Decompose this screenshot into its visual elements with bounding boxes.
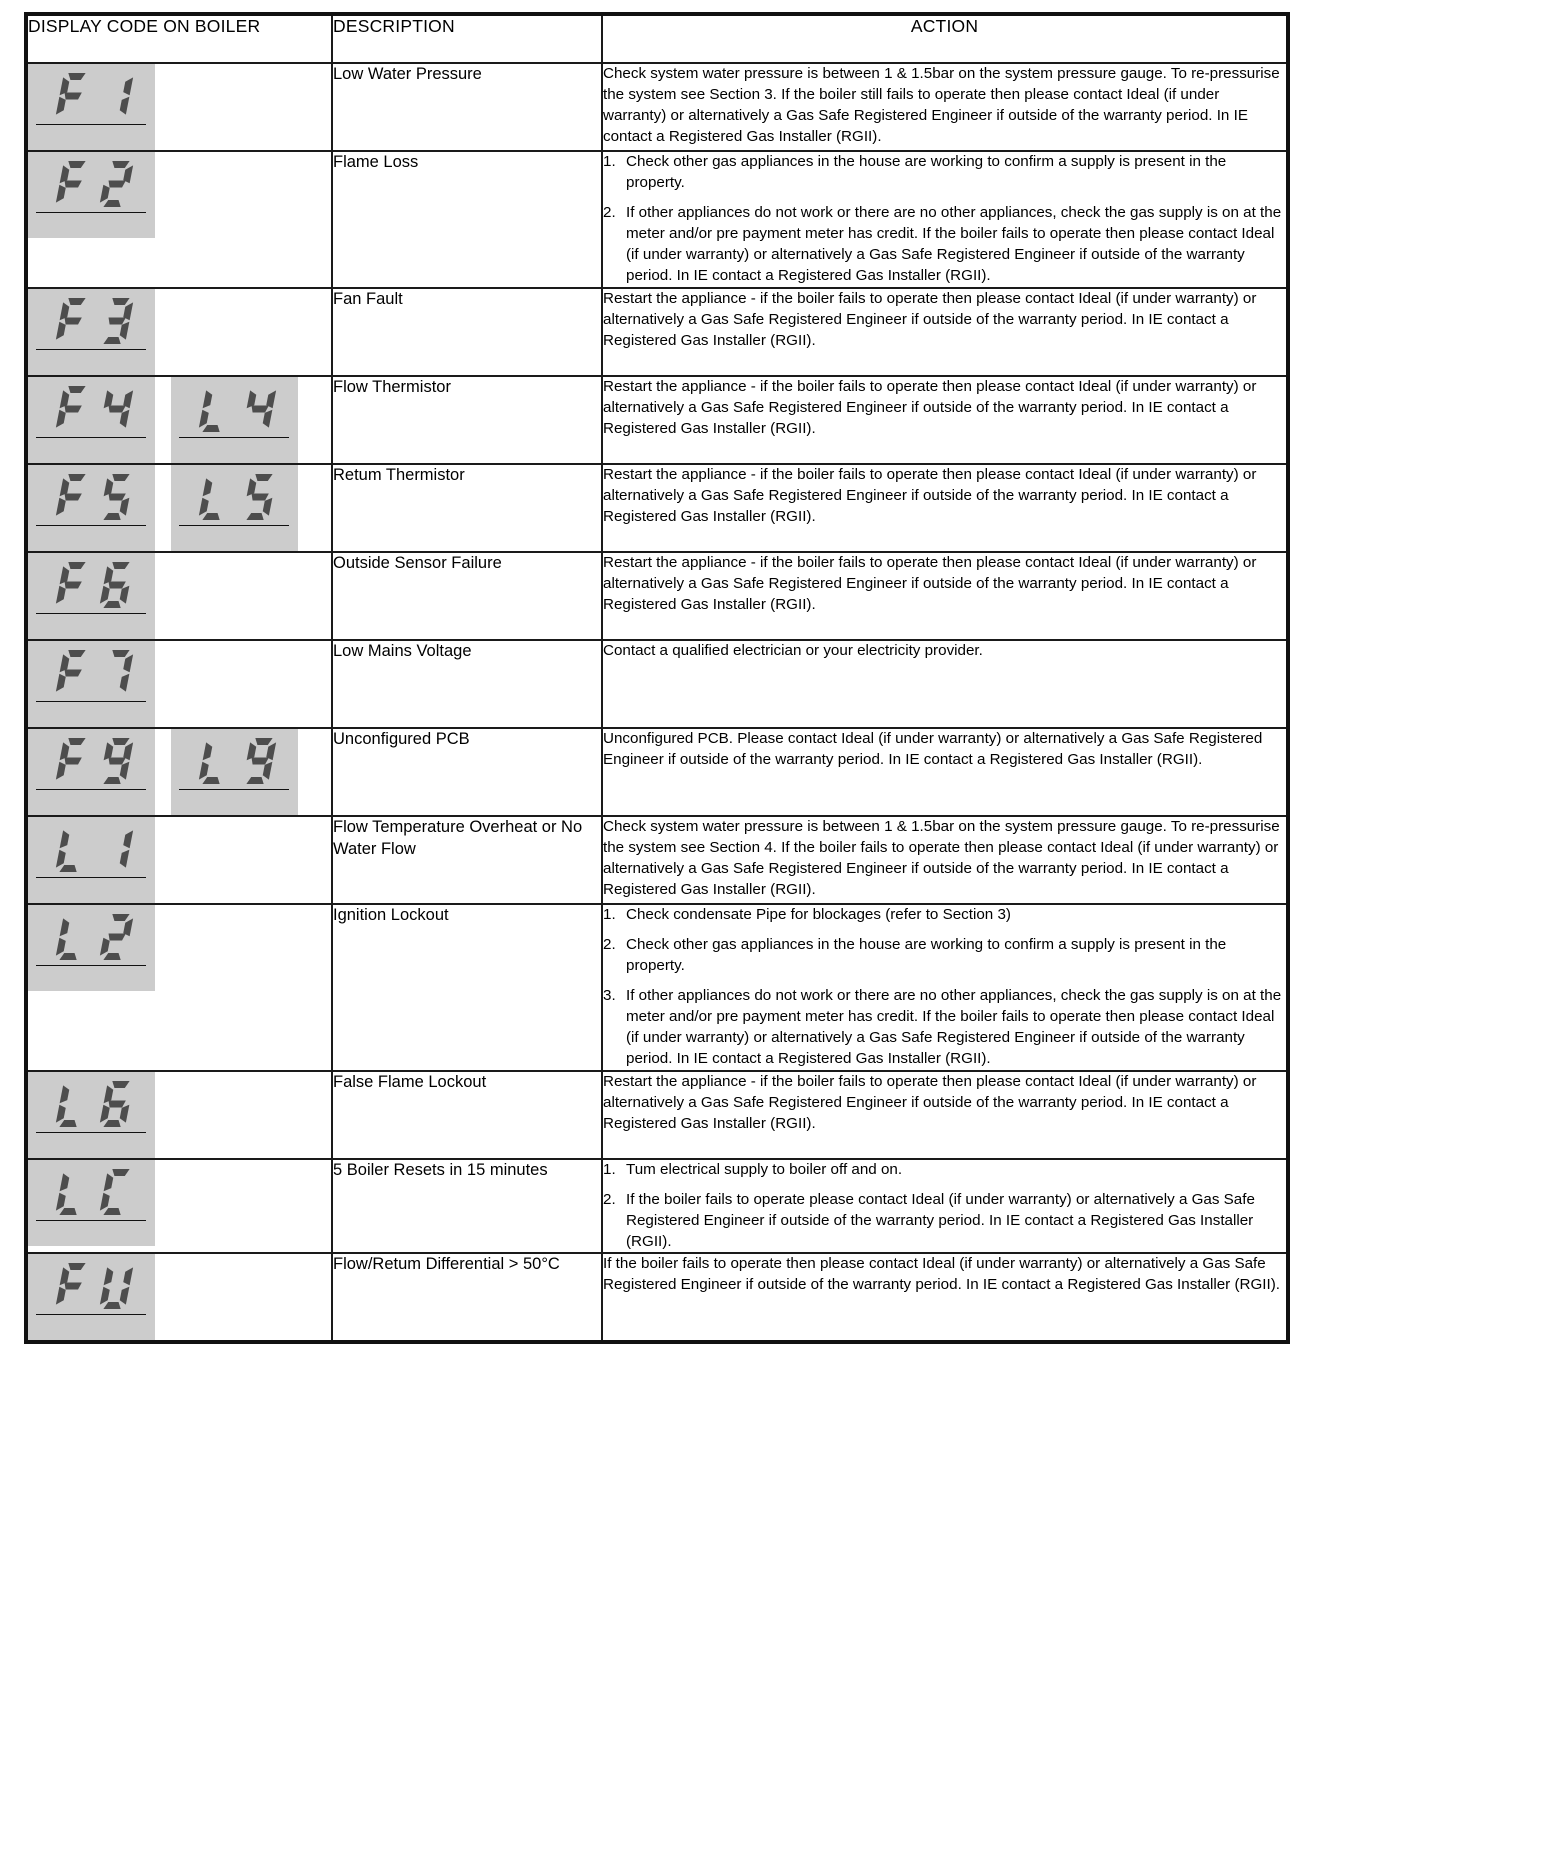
table-row xyxy=(26,376,1288,464)
display-code-cell xyxy=(26,816,332,904)
description-text: 5 Boiler Resets in 15 minutes xyxy=(333,1160,548,1179)
action-text: Restart the appliance - if the boiler fails to operate then please contact Ideal (if under warranty) or alternatively a Gas Safe Registered Engineer if outside of the warranty period. In IE contact a Registered Gas Installer (RGII). xyxy=(603,289,1257,349)
display-code-cell xyxy=(26,63,332,151)
description-cell xyxy=(332,1071,602,1159)
lcd-display-l4-icon xyxy=(171,377,298,463)
table-row xyxy=(26,552,1288,640)
display-code-cell xyxy=(26,151,332,288)
description-text: Flow Temperature Overheat or No Water Flow xyxy=(333,817,583,858)
lcd-display-lc-icon xyxy=(28,1160,155,1246)
column-header-display-code: DISPLAY CODE ON BOILER xyxy=(26,14,332,63)
lcd-display-f7-icon xyxy=(28,641,155,727)
display-code-group xyxy=(28,905,331,991)
lcd-underline xyxy=(36,613,146,614)
table-row xyxy=(26,816,1288,904)
lcd-display-l2-icon xyxy=(28,905,155,991)
action-cell xyxy=(602,552,1288,640)
action-cell xyxy=(602,904,1288,1071)
action-step-number: 2. xyxy=(603,203,616,221)
lcd-display-f9-icon xyxy=(28,729,155,815)
description-text: Ignition Lockout xyxy=(333,905,449,924)
display-code-group xyxy=(28,553,331,639)
description-cell xyxy=(332,552,602,640)
description-cell xyxy=(332,376,602,464)
table-row xyxy=(26,288,1288,376)
description-cell xyxy=(332,1159,602,1254)
action-cell xyxy=(602,1071,1288,1159)
lcd-display-f1-icon xyxy=(28,64,155,150)
action-step-number: 2. xyxy=(603,935,616,953)
lcd-display-f3-icon xyxy=(28,289,155,375)
display-code-cell xyxy=(26,1159,332,1254)
lcd-underline xyxy=(36,437,146,438)
action-step-list xyxy=(603,1160,1286,1253)
action-step xyxy=(603,986,1286,1070)
table-row xyxy=(26,728,1288,816)
lcd-display-l5-icon xyxy=(171,465,298,551)
description-text: Low Water Pressure xyxy=(333,65,482,83)
description-cell xyxy=(332,640,602,728)
action-text: Check system water pressure is between 1 & 1.5bar on the system pressure gauge. To re-pressurise the system see Section 3. If the boiler still fails to operate then please contact Ideal (if under warranty) or alternatively a Gas Safe Registered Engineer if outside of the warranty period. In IE contact a Registered Gas Installer (RGII). xyxy=(603,65,1280,145)
lcd-underline xyxy=(179,437,289,438)
table-body xyxy=(26,63,1288,1342)
display-code-group xyxy=(28,1072,331,1158)
display-code-group xyxy=(28,64,331,150)
action-step-text: Check condensate Pipe for blockages (refer to Section 3) xyxy=(626,905,1011,923)
lcd-underline xyxy=(179,789,289,790)
table-row xyxy=(26,1071,1288,1159)
action-step-text: Tum electrical supply to boiler off and on. xyxy=(626,1160,903,1178)
action-text: Restart the appliance - if the boiler fails to operate then please contact Ideal (if under warranty) or alternatively a Gas Safe Registered Engineer if outside of the warranty period. In IE contact a Registered Gas Installer (RGII). xyxy=(603,553,1257,613)
lcd-underline xyxy=(36,789,146,790)
action-step-list xyxy=(603,152,1286,287)
lcd-display-f2-icon xyxy=(28,152,155,238)
description-cell xyxy=(332,288,602,376)
header-row xyxy=(26,14,1288,63)
lcd-underline xyxy=(36,124,146,125)
table-row xyxy=(26,1253,1288,1342)
action-step xyxy=(603,905,1286,926)
action-step-number: 1. xyxy=(603,153,616,170)
action-step-number: 3. xyxy=(603,986,616,1004)
description-text: Fan Fault xyxy=(333,289,403,308)
lcd-display-l6-icon xyxy=(28,1072,155,1158)
action-text: Unconfigured PCB. Please contact Ideal (if under warranty) or alternatively a Gas Safe Registered Engineer if outside of the warranty period. In IE contact a Registered Gas Installer (RGII). xyxy=(603,729,1263,768)
action-text: Check system water pressure is between 1 & 1.5bar on the system pressure gauge. To re-pressurise the system see Section 4. If the boiler fails to operate then please contact Ideal (if under warranty) or alternatively a Gas Safe Registered Engineer if outside of the warranty period. In IE contact a Registered Gas Installer (RGII). xyxy=(603,817,1280,898)
display-code-group xyxy=(28,729,331,815)
action-cell xyxy=(602,151,1288,288)
action-step-number: 2. xyxy=(603,1190,616,1208)
display-code-cell xyxy=(26,552,332,640)
action-step-text: If the boiler fails to operate please contact Ideal (if under warranty) or alternatively a Gas Safe Registered Engineer if outside of the warranty period. In IE contact a Registered Gas Installer (RGII). xyxy=(626,1190,1255,1250)
table-row xyxy=(26,464,1288,552)
description-cell xyxy=(332,904,602,1071)
action-cell xyxy=(602,464,1288,552)
action-step-list xyxy=(603,905,1286,1070)
description-text: False Flame Lockout xyxy=(333,1072,487,1091)
display-code-group xyxy=(28,1160,331,1246)
lcd-underline xyxy=(36,1314,146,1315)
lcd-underline xyxy=(36,1220,146,1221)
action-cell xyxy=(602,640,1288,728)
action-text: Restart the appliance - if the boiler fails to operate then please contact Ideal (if under warranty) or alternatively a Gas Safe Registered Engineer if outside of the warranty period. In IE contact a Registered Gas Installer (RGII). xyxy=(603,1072,1257,1132)
description-text: Outside Sensor Failure xyxy=(333,553,502,572)
display-code-group xyxy=(28,1254,331,1340)
action-step-text: Check other gas appliances in the house are working to confirm a supply is present in the property. xyxy=(626,153,1227,191)
display-code-group xyxy=(28,641,331,727)
action-step-text: If other appliances do not work or there are no other appliances, check the gas supply is on at the meter and/or pre payment meter has credit. If the boiler fails to operate then please contact Ideal (if under warranty) or alternatively a Gas Safe Registered Engineer if outside of the warranty period. In IE contact a Registered Gas Installer (RGII). xyxy=(626,986,1282,1067)
action-cell xyxy=(602,1253,1288,1342)
lcd-underline xyxy=(179,525,289,526)
description-text: Flow/Retum Differential > 50°C xyxy=(333,1255,560,1274)
action-cell xyxy=(602,288,1288,376)
action-step xyxy=(603,1190,1286,1253)
action-step xyxy=(603,152,1286,194)
lcd-display-f5-icon xyxy=(28,465,155,551)
lcd-display-fu-icon xyxy=(28,1254,155,1340)
action-cell xyxy=(602,63,1288,151)
display-code-cell xyxy=(26,640,332,728)
table-row xyxy=(26,904,1288,1071)
action-step-number: 1. xyxy=(603,905,616,923)
display-code-cell xyxy=(26,376,332,464)
description-cell xyxy=(332,464,602,552)
lcd-underline xyxy=(36,1132,146,1133)
display-code-cell xyxy=(26,904,332,1071)
lcd-display-f4-icon xyxy=(28,377,155,463)
lcd-underline xyxy=(36,701,146,702)
description-text: Low Mains Voltage xyxy=(333,641,472,660)
action-cell xyxy=(602,816,1288,904)
display-code-group xyxy=(28,377,331,463)
table-header xyxy=(26,14,1288,63)
description-cell xyxy=(332,728,602,816)
lcd-display-f6-icon xyxy=(28,553,155,639)
display-code-group xyxy=(28,289,331,375)
table-row xyxy=(26,1159,1288,1254)
description-text: Unconfigured PCB xyxy=(333,729,470,748)
display-code-cell xyxy=(26,728,332,816)
lcd-underline xyxy=(36,525,146,526)
action-step-number: 1. xyxy=(603,1160,616,1178)
action-cell xyxy=(602,1159,1288,1254)
description-text: Retum Thermistor xyxy=(333,465,465,484)
lcd-underline xyxy=(36,965,146,966)
description-text: Flame Loss xyxy=(333,153,419,171)
column-header-description: DESCRIPTION xyxy=(332,14,602,63)
fault-code-table xyxy=(24,12,1290,1344)
table-row xyxy=(26,151,1288,288)
action-text: Restart the appliance - if the boiler fails to operate then please contact Ideal (if under warranty) or alternatively a Gas Safe Registered Engineer if outside of the warranty period. In IE contact a Registered Gas Installer (RGII). xyxy=(603,465,1257,525)
description-cell xyxy=(332,1253,602,1342)
action-text: If the boiler fails to operate then please contact Ideal (if under warranty) or alternatively a Gas Safe Registered Engineer if outside of the warranty period. In IE contact a Registered Gas Installer (RGII). xyxy=(603,1255,1281,1294)
display-code-group xyxy=(28,465,331,551)
lcd-display-l9-icon xyxy=(171,729,298,815)
action-text: Contact a qualified electrician or your electricity provider. xyxy=(603,641,983,659)
description-cell xyxy=(332,151,602,288)
action-cell xyxy=(602,728,1288,816)
action-step-text: If other appliances do not work or there are no other appliances, check the gas supply is on at the meter and/or pre payment meter has credit. If the boiler fails to operate then please contact Ideal (if under warranty) or alternatively a Gas Safe Registered Engineer if outside of the warranty period. In IE contact a Registered Gas Installer (RGII). xyxy=(626,203,1282,284)
action-cell xyxy=(602,376,1288,464)
table-row xyxy=(26,640,1288,728)
lcd-underline xyxy=(36,877,146,878)
display-code-group xyxy=(28,817,331,903)
column-header-action: ACTION xyxy=(602,14,1288,63)
display-code-cell xyxy=(26,1071,332,1159)
action-step-text: Check other gas appliances in the house are working to confirm a supply is present in the property. xyxy=(626,935,1227,974)
lcd-display-l1-icon xyxy=(28,817,155,903)
table-row xyxy=(26,63,1288,151)
action-step xyxy=(603,203,1286,287)
description-text: Flow Thermistor xyxy=(333,377,451,396)
lcd-underline xyxy=(36,349,146,350)
display-code-cell xyxy=(26,288,332,376)
action-step xyxy=(603,1160,1286,1181)
description-cell xyxy=(332,816,602,904)
lcd-underline xyxy=(36,212,146,213)
display-code-cell xyxy=(26,1253,332,1342)
action-text: Restart the appliance - if the boiler fails to operate then please contact Ideal (if under warranty) or alternatively a Gas Safe Registered Engineer if outside of the warranty period. In IE contact a Registered Gas Installer (RGII). xyxy=(603,377,1257,437)
action-step xyxy=(603,935,1286,977)
display-code-cell xyxy=(26,464,332,552)
description-cell xyxy=(332,63,602,151)
display-code-group xyxy=(28,152,331,238)
